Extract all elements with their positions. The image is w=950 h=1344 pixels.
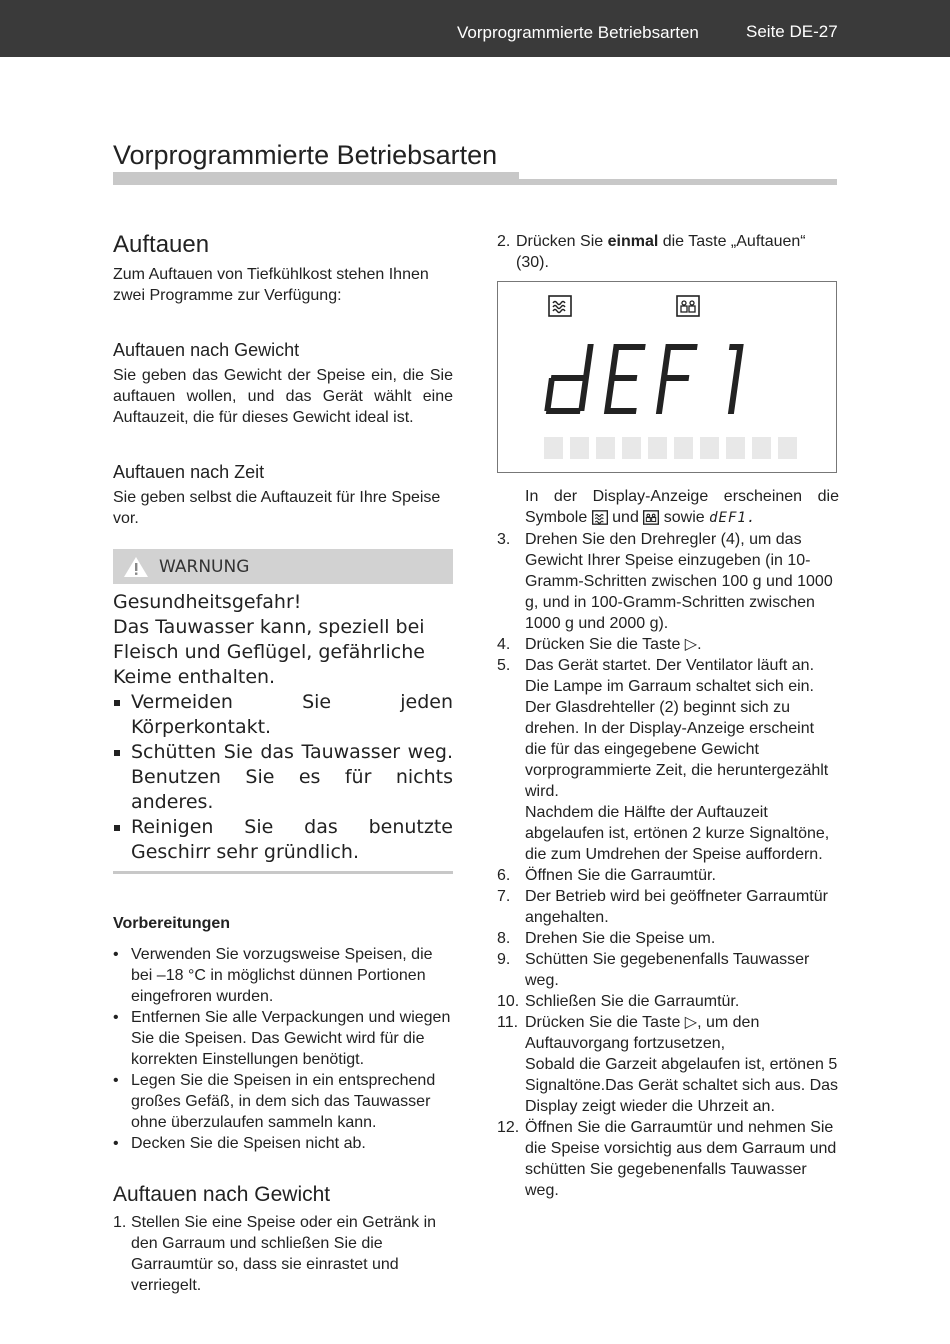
step-text: Schließen Sie die Garraumtür. [525, 993, 740, 1010]
header-section-title: Vorprogrammierte Betriebsarten [457, 23, 699, 42]
subheading-zeit: Auftauen nach Zeit [113, 462, 265, 482]
warning-list [113, 690, 453, 865]
step-number: 9. [497, 951, 511, 968]
warning-item: Reinigen Sie das benutzte Geschirr sehr gründlich. [113, 815, 453, 865]
step-text: Der Betrieb wird bei geöffneter Garraumtür angehalten. [525, 888, 828, 926]
step-number: 5. [497, 657, 511, 674]
step-text-continued: Nachdem die Hälfte der Auftauzeit abgelaufen ist, ertönen 2 kurze Signaltöne, die zum Umdrehen der Speise auffordern. [525, 804, 830, 863]
steps-list-right [497, 529, 839, 1201]
zeit-text: Sie geben selbst die Auftauzeit für Ihre Speise vor. [113, 489, 441, 527]
step-number: 6. [497, 867, 511, 884]
step-text: Drücken Sie die Taste ▷, um den Auftauvorgang fortzusetzen, [525, 1014, 760, 1052]
header-page-number: Seite DE-27 [746, 22, 838, 41]
step-item [497, 634, 839, 655]
display-illustration [497, 281, 837, 473]
step-number: 2. [497, 233, 511, 250]
step-text: Drehen Sie die Speise um. [525, 930, 716, 947]
warning-rule [113, 871, 453, 874]
step-text: Drücken Sie die Taste ▷. [525, 636, 702, 653]
title-rule [113, 172, 519, 185]
step-text: Öffnen Sie die Garraumtür und nehmen Sie die Speise vorsichtig aus dem Garraum und schütten Sie gegebenenfalls Tauwasser weg. [525, 1119, 837, 1199]
weight-symbol-icon [643, 510, 659, 525]
defrost-symbol-icon [548, 295, 572, 317]
right-column [497, 231, 839, 1201]
step-item [497, 865, 839, 886]
warning-item: Schütten Sie das Tauwasser weg. Benutzen Sie es für nichts anderes. [113, 740, 453, 815]
step2-post: die Taste „Auftauen“ (30). [516, 233, 806, 271]
defrost-symbol-icon [592, 510, 608, 525]
step-number: 10. [497, 993, 520, 1010]
warning-label: WARNUNG [159, 556, 250, 577]
prep-item: • Verwenden Sie vorzugsweise Speisen, die bei –18 °C in möglichst dünnen Portionen eingefroren wurden. [113, 944, 453, 1007]
step-item [497, 1117, 839, 1201]
lcd-segment-bar [544, 437, 797, 459]
section-heading-auftauen: Auftauen [113, 231, 210, 258]
step-number: 1. [113, 1214, 127, 1231]
page-title: Vorprogrammierte Betriebsarten [113, 140, 498, 170]
step-item [497, 231, 839, 273]
title-rule-thin [519, 179, 837, 185]
display-note-sowie: sowie [663, 509, 705, 526]
step-text: Schütten Sie gegebenenfalls Tauwasser weg. [525, 951, 810, 989]
warning-text: Das Tauwasser kann, speziell bei Fleisch und Geflügel, gefährliche Keime enthalten. [113, 616, 425, 688]
step-item [113, 1212, 453, 1296]
left-column [113, 230, 453, 1296]
warning-banner [113, 549, 453, 584]
step-text: Das Gerät startet. Der Ventilator läuft an. Die Lampe im Garraum schaltet sich ein. Der Glasdrehteller (2) beginnt sich zu drehen. In der Display-Anzeige erscheint die für das eingegebene Gewicht vorprogrammierte Zeit, die heruntergezählt wird. [525, 657, 829, 800]
display-note-and: und [612, 509, 639, 526]
step-number: 11. [497, 1014, 519, 1031]
page-header [0, 0, 950, 57]
step-number: 12. [497, 1119, 520, 1136]
subheading-gewicht: Auftauen nach Gewicht [113, 340, 300, 360]
step2-pre: Drücken Sie [516, 233, 608, 250]
prep-heading: Vorbereitungen [113, 915, 231, 932]
step-number: 4. [497, 636, 511, 653]
step-item [497, 886, 839, 928]
prep-item: • Decken Sie die Speisen nicht ab. [113, 1133, 453, 1154]
weight-symbol-icon [676, 295, 700, 317]
step-item [497, 529, 839, 634]
step-item [497, 1012, 839, 1117]
warning-head: Gesundheitsgefahr! [113, 591, 302, 613]
step-item [497, 949, 839, 991]
step-item [497, 928, 839, 949]
prep-list [113, 944, 453, 1154]
prep-item: • Entfernen Sie alle Verpackungen und wiegen Sie die Speisen. Das Gewicht wird für die korrekten Einstellungen benötigt. [113, 1007, 453, 1070]
warning-item: Vermeiden Sie jeden Körperkontakt. [113, 690, 453, 740]
step-number: 7. [497, 888, 511, 905]
step-item [497, 655, 839, 865]
step-number: 3. [497, 531, 511, 548]
display-code: dEF1. [709, 510, 757, 526]
steps-list-left [113, 1212, 453, 1296]
prep-item: • Legen Sie die Speisen in ein entsprechend großes Gefäß, in dem sich das Tauwasser ohne überzulaufen sammeln kann. [113, 1070, 453, 1133]
warning-triangle-icon [123, 556, 149, 578]
display-note-text: In der Display-Anzeige erscheinen die Symbole [525, 488, 839, 526]
step-number: 8. [497, 930, 511, 947]
display-note [525, 486, 839, 529]
lcd-digits [544, 342, 774, 417]
subheading-gewicht-2: Auftauen nach Gewicht [113, 1183, 331, 1206]
steps-list-right-top [497, 231, 839, 273]
step-item [497, 991, 839, 1012]
step2-bold: einmal [607, 233, 659, 250]
step-text: Stellen Sie eine Speise oder ein Getränk in den Garraum und schließen Sie die Garraumtür so, dass sie einrastet und verriegelt. [131, 1214, 437, 1294]
step-text: Öffnen Sie die Garraumtür. [525, 867, 716, 884]
gewicht-text: Sie geben das Gewicht der Speise ein, die Sie auftauen wollen, und das Gerät wählt eine Auftauzeit, die für dieses Gewicht ideal ist. [113, 367, 453, 426]
warning-body [113, 590, 453, 865]
step-text: Drehen Sie den Drehregler (4), um das Gewicht Ihrer Speise einzugeben (in 10-Gramm-Schritten zwischen 100 g und 1000 g, und in 100-Gramm-Schritten zwischen 1000 g und 2000 g). [525, 531, 833, 632]
auftauen-intro: Zum Auftauen von Tiefkühlkost stehen Ihnen zwei Programme zur Verfügung: [113, 266, 429, 304]
step-text-continued: Sobald die Garzeit abgelaufen ist, ertönen 5 Signaltöne.Das Gerät schaltet sich aus. Das Display zeigt wieder die Uhrzeit an. [525, 1056, 839, 1115]
